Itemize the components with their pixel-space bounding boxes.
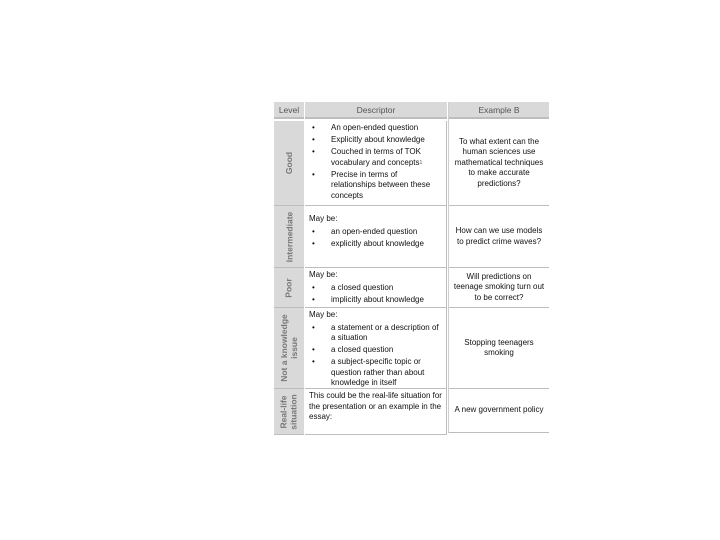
list-item: • An open-ended question [309, 123, 442, 134]
level-real-life-situation-label: Real-life situation [279, 393, 300, 430]
example-real-life-situation: A new government policy [449, 389, 549, 433]
list-item: • Explicitly about knowledge [309, 135, 442, 146]
list-item: • Couched in terms of TOK vocabulary and concepts$^1$ [309, 147, 442, 168]
list-item: • an open-ended question [309, 227, 442, 238]
list-item: • a subject-specific topic or question rather than about knowledge in itself [309, 357, 442, 389]
level-poor [274, 268, 304, 308]
list-item: • a statement or a description of a situation [309, 323, 442, 344]
descriptor-intro: May be: [309, 214, 338, 223]
descriptor-good [305, 121, 447, 206]
descriptor-good-list [309, 123, 442, 201]
descriptor-poor-list [309, 283, 442, 306]
example-b-header: Example B [449, 102, 549, 119]
descriptor-intro: May be: [309, 310, 338, 319]
level-real-life-situation [274, 389, 304, 435]
level-intermediate [274, 206, 304, 268]
descriptor-poor [305, 268, 447, 308]
list-item: • a closed question [309, 283, 442, 294]
descriptor-real-life-situation [305, 389, 447, 435]
descriptor-intermediate-list [309, 227, 442, 250]
level-poor-label: Poor [284, 277, 294, 298]
descriptor-not-a-knowledge-issue-list [309, 323, 442, 389]
descriptor-intro: May be: [309, 270, 338, 279]
descriptor-intermediate [305, 206, 447, 268]
list-item: • explicitly about knowledge [309, 239, 442, 250]
level-descriptor-table [274, 102, 447, 435]
level-good-label: Good [283, 151, 294, 175]
example-b-column [449, 102, 549, 433]
real-life-situation-text: This could be the real-life situation for the presentation or an example in the essay: [309, 391, 442, 421]
example-not-a-knowledge-issue: Stopping teenagers smoking [449, 308, 549, 389]
footnote-mark: 1 [419, 159, 423, 166]
level-intermediate-label: Intermediate [284, 211, 295, 262]
list-item: • implicitly about knowledge [309, 295, 442, 306]
example-poor: Will predictions on teenage smoking turn out to be correct? [449, 268, 549, 308]
example-intermediate: How can we use models to predict crime waves? [449, 206, 549, 268]
level-good [274, 121, 304, 206]
level-not-a-knowledge-issue [274, 308, 304, 389]
descriptor-column-header: Descriptor [305, 102, 447, 119]
list-item: • a closed question [309, 345, 442, 356]
list-item: • Precise in terms of relationships between these concepts [309, 170, 442, 202]
descriptor-not-a-knowledge-issue [305, 308, 447, 389]
level-column-header: Level [274, 102, 304, 119]
level-not-a-knowledge-issue-label: Not a knowledge issue [279, 314, 300, 382]
example-good: To what extent can the human sciences use mathematical techniques to make accurate predictions? [449, 121, 549, 206]
